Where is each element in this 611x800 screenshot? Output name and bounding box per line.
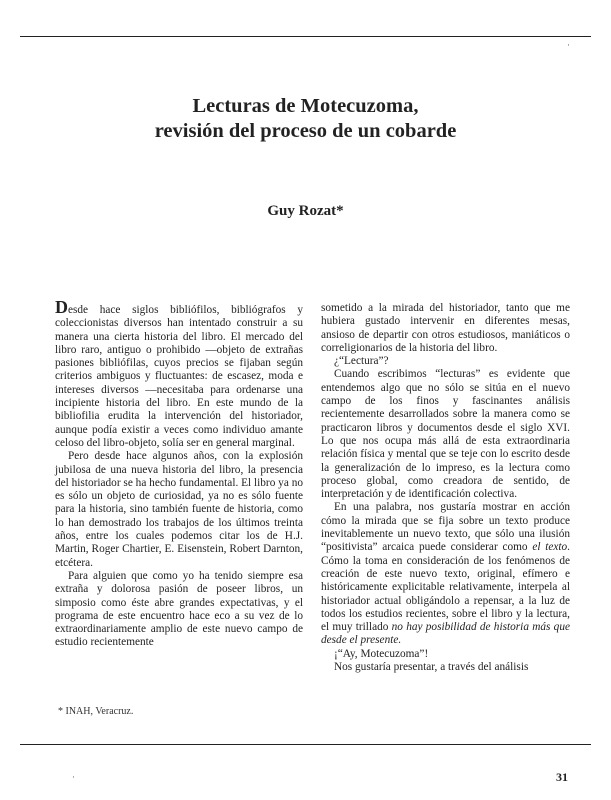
paragraph: Nos gustaría presentar, a través del análisis (334, 661, 529, 674)
drop-cap: D (55, 297, 68, 317)
footnote: * INAH, Veracruz. (58, 706, 134, 717)
paragraph: Cuando escribimos “lecturas” es evidente que entendemos algo que no sólo se sitúa en el nuevo campo de los finos y fascinantes análisis recientemente desarrollados sobre la manera como se practicaron libros y documentos desde el siglo XVI. Lo que nos ocupa más allá de esta extraordinaria relación física y mental que se teje con lo escrito desde la generalización de lo impreso, es la lectura como proceso global, como creadora de sentido, de interpretación y de identificación colectiva. (321, 368, 570, 501)
bottom-rule (20, 744, 591, 745)
page-number: 31 (556, 770, 568, 784)
right-column (321, 302, 570, 674)
title-line-2: revisión del proceso de un cobarde (154, 120, 457, 142)
paragraph: Para alguien que como yo ha tenido siempre esa extraña y dolorosa pasión de poseer libros, un simposio como éste abre grandes expectativas, y el programa de este encuentro hace eco a su vez de lo extraordinariamente amplio de este nuevo campo de estudio recientemente (55, 569, 303, 649)
author-name: Guy Rozat* (267, 203, 344, 219)
paragraph-text: . Cómo la toma en consideración de los fenómenos de creación de este nuevo texto, original, efímero e históricamente explicitable relativamente, interpela al historiador actual obligándolo a repensar, a la luz de todos los estudios recientes, sobre el libro y la lectura, el muy trillado (321, 541, 570, 634)
paragraph (321, 501, 570, 647)
top-rule (20, 36, 591, 37)
left-column (55, 297, 303, 650)
paragraph-text: esde hace siglos bibliófilos, bibliógrafos y coleccionistas diversos han intentado construir a su manera una cierta historia del libro. El mercado del libro raro, antiguo o prohibido —objeto de extrañas pasiones bibliófilas, cuyos precios se fijaban según criterios ambiguos y fluctuantes: de escasez, moda e intereses diversos —necesitaba para ordenarse una incipiente historia del libro. En este mundo de la bibliofilia erudita la intervención del historiador, aunque podía existir a veces como individuo amante celoso del libro-objeto, solía ser en general marginal. (55, 304, 303, 449)
paragraph: Pero desde hace algunos años, con la explosión jubilosa de una nueva historia del libro, la presencia del historiador se ha hecho fundamental. El libro ya no es sólo un objeto de curiosidad, ya no es sólo fuente para la historia, sino también fuente de historia, como lo han demostrado los trabajos de los últimos treinta años, entre los cuales podemos citar los de H.J. Martin, Roger Chartier, E. Eisenstein, Robert Darnton, etcétera. (55, 450, 303, 569)
emphasis-text: no hay posibilidad de historia más que desde el presente. (321, 621, 570, 647)
paragraph-text: En una palabra, nos gustaría mostrar en acción cómo la mirada que se fija sobre un texto produce inevitablemente un nuevo texto, que sólo una ilusión “positivista” arcaica puede considerar como (321, 501, 570, 554)
section-heading: ¿“Lectura”? (334, 355, 389, 368)
scan-mark: · (72, 772, 75, 782)
paragraph (55, 297, 303, 450)
article-title (0, 94, 611, 144)
section-heading: ¡“Ay, Motecuzoma”! (334, 647, 429, 660)
scan-mark: · (567, 40, 570, 50)
title-line-1: Lecturas de Motecuzoma, (192, 95, 419, 117)
emphasis-text: el texto (532, 541, 568, 554)
paragraph: sometido a la mirada del historiador, tanto que me hubiera gustado intervenir en diferentes mesas, ansioso de departir con otros estudiosos, maniáticos o correligionarios de la historia del libro. (321, 302, 570, 354)
